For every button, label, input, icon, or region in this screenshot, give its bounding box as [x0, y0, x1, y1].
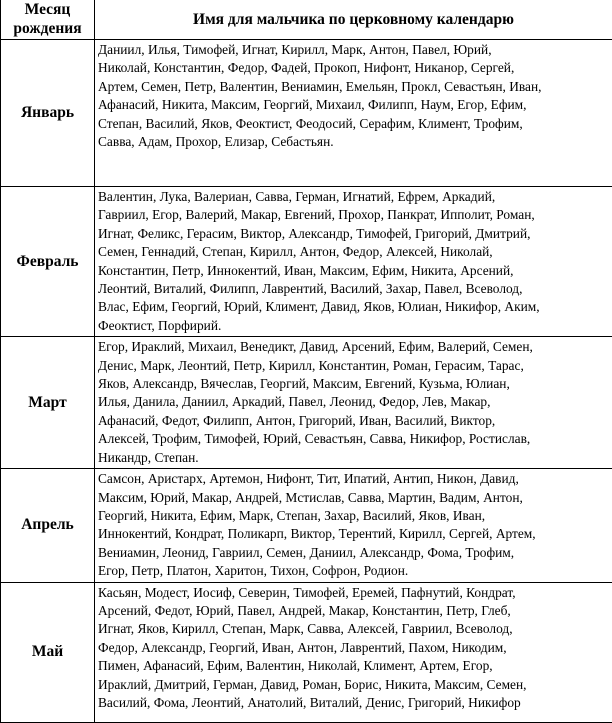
name-line: Леонтий, Виталий, Филипп, Лаврентий, Василий, Захар, Павел, Всеволод, [98, 280, 610, 298]
table-row-january [1, 40, 612, 187]
name-line: Егор, Ираклий, Михаил, Венедикт, Давид, Арсений, Ефим, Валерий, Семен, [98, 338, 610, 356]
name-line: Федор, Александр, Георгий, Иван, Антон, Лаврентий, Пахом, Никодим, [98, 639, 610, 657]
name-line: Василий, Фома, Леонтий, Анатолий, Виталий, Денис, Григорий, Никифор [98, 694, 610, 712]
header-month: Месяц рождения [1, 0, 95, 40]
name-line: Георгий, Никита, Ефим, Марк, Степан, Захар, Василий, Яков, Иван, [98, 507, 610, 525]
names-cell [95, 582, 612, 722]
name-line: Игнат, Яков, Кирилл, Степан, Марк, Савва, Алексей, Гавриил, Всеволод, [98, 620, 610, 638]
name-line: Иннокентий, Кондрат, Поликарп, Виктор, Терентий, Кирилл, Сергей, Артем, [98, 525, 610, 543]
name-line: Илья, Данила, Даниил, Аркадий, Павел, Леонид, Федор, Лев, Макар, [98, 393, 610, 411]
name-line: Денис, Марк, Леонтий, Петр, Кирилл, Константин, Роман, Герасим, Тарас, [98, 357, 610, 375]
name-line: Пимен, Афанасий, Ефим, Валентин, Николай, Климент, Артем, Егор, [98, 657, 610, 675]
month-cell: Январь [1, 40, 95, 187]
name-line: Самсон, Аристарх, Артемон, Нифонт, Тит, Ипатий, Антип, Никон, Давид, [98, 470, 610, 488]
month-cell: Март [1, 337, 95, 469]
header-names: Имя для мальчика по церковному календарю [95, 0, 612, 40]
name-line: Афанасий, Федот, Филипп, Антон, Григорий, Иван, Василий, Виктор, [98, 412, 610, 430]
name-line: Касьян, Модест, Иосиф, Северин, Тимофей, Еремей, Пафнутий, Кондрат, [98, 584, 610, 602]
names-cell [95, 40, 612, 187]
header-row [1, 0, 612, 40]
table-row-february [1, 187, 612, 337]
name-line: Арсений, Федот, Юрий, Павел, Андрей, Макар, Константин, Петр, Глеб, [98, 602, 610, 620]
name-line: Яков, Александр, Вячеслав, Георгий, Максим, Евгений, Кузьма, Юлиан, [98, 375, 610, 393]
name-line: Даниил, Илья, Тимофей, Игнат, Кирилл, Марк, Антон, Павел, Юрий, [98, 41, 610, 59]
name-line: Влас, Ефим, Георгий, Юрий, Климент, Давид, Яков, Юлиан, Никифор, Аким, [98, 298, 610, 316]
names-cell [95, 337, 612, 469]
name-line: Егор, Петр, Платон, Харитон, Тихон, Софрон, Родион. [98, 562, 610, 580]
name-line: Степан, Василий, Яков, Феоктист, Феодосий, Серафим, Климент, Трофим, [98, 115, 610, 133]
table-row-may [1, 582, 612, 722]
name-line: Гавриил, Егор, Валерий, Макар, Евгений, Прохор, Панкрат, Ипполит, Роман, [98, 206, 610, 224]
name-line: Валентин, Лука, Валериан, Савва, Герман, Игнатий, Ефрем, Аркадий, [98, 188, 610, 206]
name-line: Феоктист, Порфирий. [98, 317, 610, 335]
month-cell: Апрель [1, 469, 95, 582]
name-line: Савва, Адам, Прохор, Елизар, Себастьян. [98, 133, 610, 151]
month-cell: Май [1, 582, 95, 722]
names-cell [95, 469, 612, 582]
name-line: Семен, Геннадий, Степан, Кирилл, Антон, Федор, Алексей, Николай, [98, 243, 610, 261]
names-cell [95, 187, 612, 337]
month-cell: Февраль [1, 187, 95, 337]
name-line: Афанасий, Никита, Максим, Георгий, Михаил, Филипп, Наум, Егор, Ефим, [98, 96, 610, 114]
name-line: Алексей, Трофим, Тимофей, Юрий, Севастьян, Савва, Никифор, Ростислав, [98, 430, 610, 448]
name-line: Артем, Семен, Петр, Валентин, Вениамин, Емельян, Прокл, Севастьян, Иван, [98, 78, 610, 96]
table-row-march [1, 337, 612, 469]
name-line: Вениамин, Леонид, Гавриил, Семен, Даниил, Александр, Фома, Трофим, [98, 544, 610, 562]
name-line: Максим, Юрий, Макар, Андрей, Мстислав, Савва, Мартин, Вадим, Антон, [98, 489, 610, 507]
name-line: Игнат, Феликс, Герасим, Виктор, Александр, Тимофей, Григорий, Дмитрий, [98, 225, 610, 243]
name-line: Константин, Петр, Иннокентий, Иван, Максим, Ефим, Никита, Арсений, [98, 262, 610, 280]
name-line: Ираклий, Дмитрий, Герман, Давид, Роман, Борис, Никита, Максим, Семен, [98, 676, 610, 694]
table-row-april [1, 469, 612, 582]
name-line: Никандр, Степан. [98, 449, 610, 467]
name-line: Николай, Константин, Федор, Фадей, Прокоп, Нифонт, Никанор, Сергей, [98, 59, 610, 77]
